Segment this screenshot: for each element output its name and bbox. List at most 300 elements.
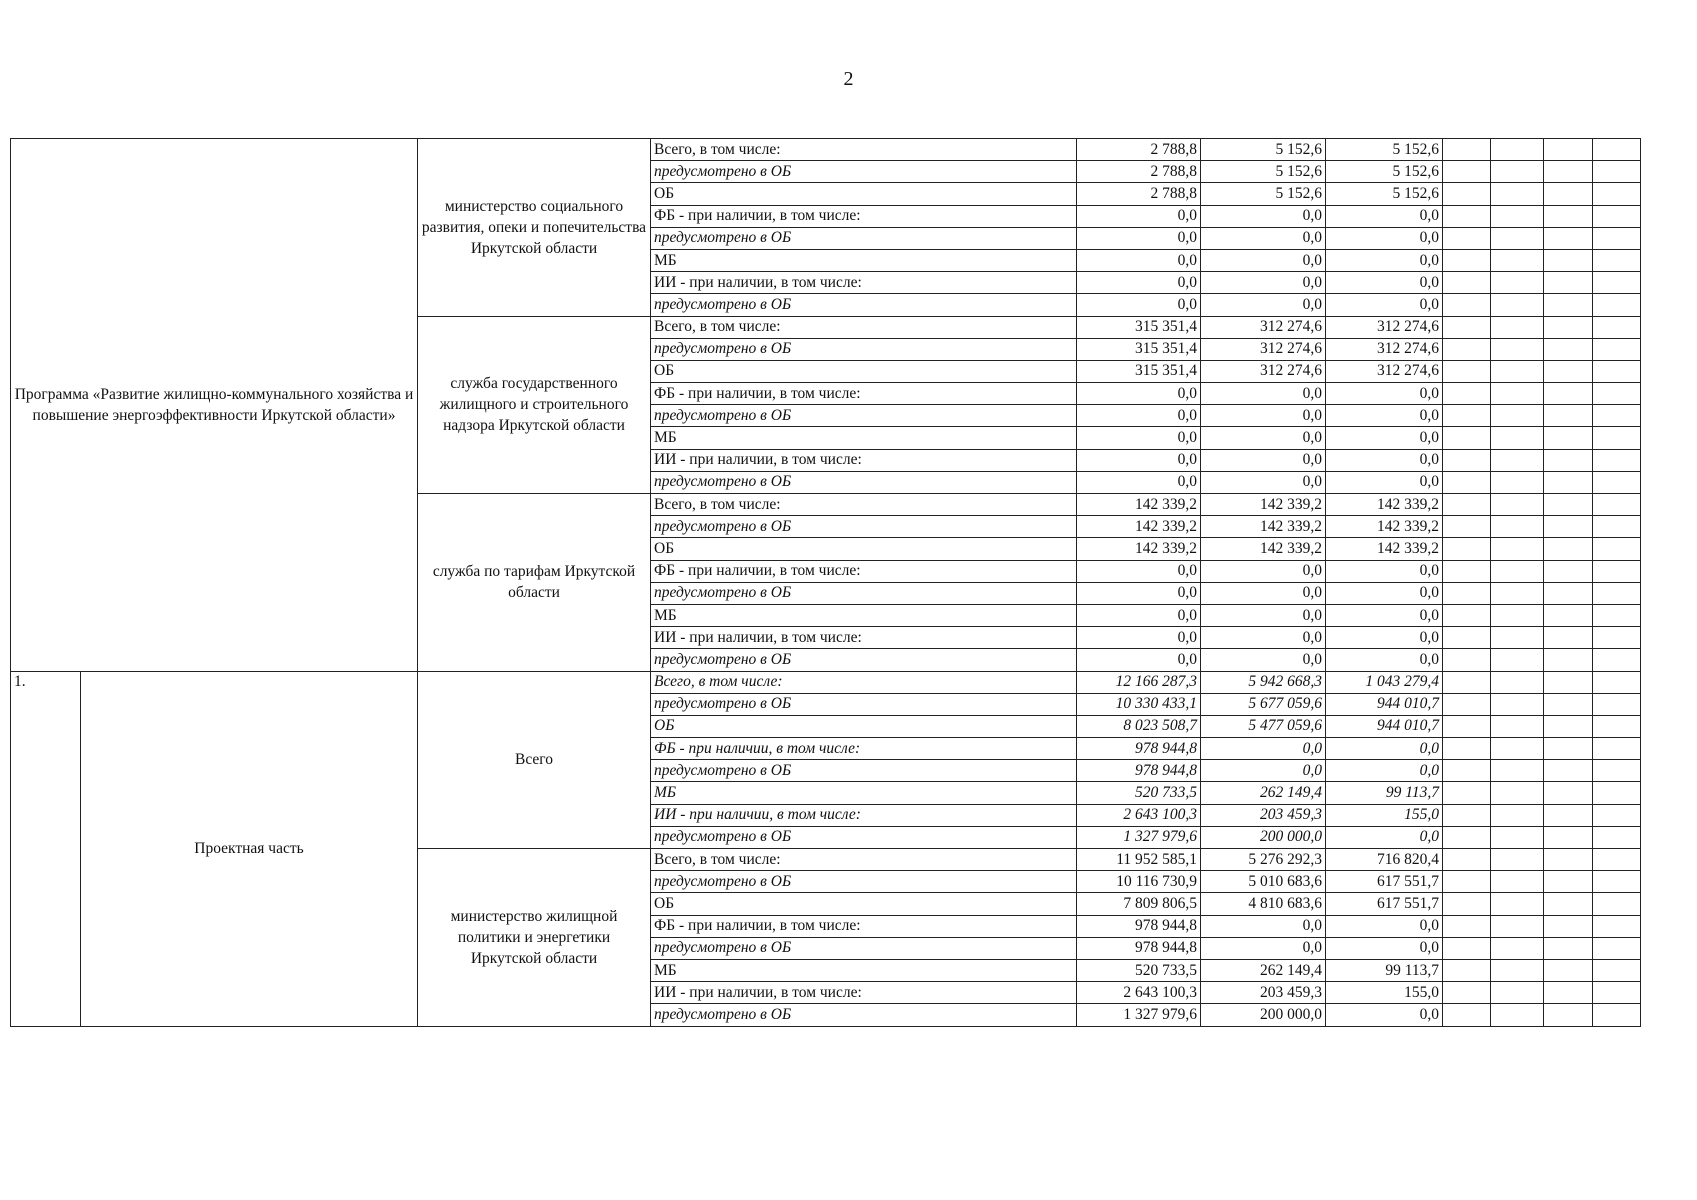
empty-cell xyxy=(1443,383,1491,405)
empty-cell xyxy=(1593,937,1641,959)
value-cell-2: 0,0 xyxy=(1201,471,1326,493)
empty-cell xyxy=(1544,471,1593,493)
empty-cell xyxy=(1491,538,1544,560)
empty-cell xyxy=(1491,227,1544,249)
value-cell-1: 0,0 xyxy=(1077,449,1201,471)
row-label: предусмотрено в ОБ xyxy=(651,826,1077,848)
empty-cell xyxy=(1593,449,1641,471)
empty-cell xyxy=(1491,893,1544,915)
value-cell-3: 0,0 xyxy=(1326,760,1443,782)
value-cell-1: 7 809 806,5 xyxy=(1077,893,1201,915)
value-cell-1: 978 944,8 xyxy=(1077,937,1201,959)
empty-cell xyxy=(1544,915,1593,937)
value-cell-3: 312 274,6 xyxy=(1326,338,1443,360)
empty-cell xyxy=(1593,826,1641,848)
empty-cell xyxy=(1593,982,1641,1004)
value-cell-2: 4 810 683,6 xyxy=(1201,893,1326,915)
empty-cell xyxy=(1544,560,1593,582)
value-cell-3: 617 551,7 xyxy=(1326,893,1443,915)
value-cell-3: 312 274,6 xyxy=(1326,316,1443,338)
department-name: служба по тарифам Иркутской области xyxy=(418,494,651,672)
value-cell-2: 312 274,6 xyxy=(1201,360,1326,382)
empty-cell xyxy=(1491,871,1544,893)
value-cell-3: 0,0 xyxy=(1326,627,1443,649)
empty-cell xyxy=(1544,516,1593,538)
row-label: Всего, в том числе: xyxy=(651,139,1077,161)
empty-cell xyxy=(1443,760,1491,782)
empty-cell xyxy=(1544,227,1593,249)
table-row xyxy=(11,671,1641,693)
value-cell-2: 200 000,0 xyxy=(1201,826,1326,848)
value-cell-1: 0,0 xyxy=(1077,627,1201,649)
empty-cell xyxy=(1593,538,1641,560)
empty-cell xyxy=(1491,294,1544,316)
empty-cell xyxy=(1491,738,1544,760)
value-cell-3: 99 113,7 xyxy=(1326,782,1443,804)
empty-cell xyxy=(1544,1004,1593,1026)
value-cell-3: 0,0 xyxy=(1326,449,1443,471)
empty-cell xyxy=(1443,360,1491,382)
value-cell-1: 0,0 xyxy=(1077,427,1201,449)
empty-cell xyxy=(1544,161,1593,183)
empty-cell xyxy=(1443,272,1491,294)
empty-cell xyxy=(1593,693,1641,715)
value-cell-1: 315 351,4 xyxy=(1077,316,1201,338)
value-cell-1: 8 023 508,7 xyxy=(1077,715,1201,737)
empty-cell xyxy=(1491,959,1544,981)
empty-cell xyxy=(1491,471,1544,493)
empty-cell xyxy=(1544,782,1593,804)
empty-cell xyxy=(1443,205,1491,227)
empty-cell xyxy=(1491,161,1544,183)
value-cell-3: 0,0 xyxy=(1326,915,1443,937)
value-cell-3: 0,0 xyxy=(1326,738,1443,760)
empty-cell xyxy=(1443,849,1491,871)
value-cell-3: 142 339,2 xyxy=(1326,516,1443,538)
row-label: МБ xyxy=(651,249,1077,271)
value-cell-1: 978 944,8 xyxy=(1077,915,1201,937)
row-label: ФБ - при наличии, в том числе: xyxy=(651,738,1077,760)
empty-cell xyxy=(1443,804,1491,826)
value-cell-2: 0,0 xyxy=(1201,405,1326,427)
value-cell-1: 315 351,4 xyxy=(1077,338,1201,360)
empty-cell xyxy=(1544,849,1593,871)
value-cell-2: 142 339,2 xyxy=(1201,494,1326,516)
value-cell-3: 0,0 xyxy=(1326,560,1443,582)
value-cell-1: 11 952 585,1 xyxy=(1077,849,1201,871)
row-label: предусмотрено в ОБ xyxy=(651,161,1077,183)
empty-cell xyxy=(1593,915,1641,937)
empty-cell xyxy=(1443,427,1491,449)
row-label: предусмотрено в ОБ xyxy=(651,582,1077,604)
empty-cell xyxy=(1544,405,1593,427)
value-cell-3: 1 043 279,4 xyxy=(1326,671,1443,693)
empty-cell xyxy=(1491,715,1544,737)
department-name: министерство социального развития, опеки и попечительства Иркутской области xyxy=(418,139,651,317)
row-label: предусмотрено в ОБ xyxy=(651,471,1077,493)
empty-cell xyxy=(1544,604,1593,626)
value-cell-3: 0,0 xyxy=(1326,649,1443,671)
empty-cell xyxy=(1593,582,1641,604)
value-cell-2: 203 459,3 xyxy=(1201,982,1326,1004)
empty-cell xyxy=(1544,494,1593,516)
empty-cell xyxy=(1443,649,1491,671)
value-cell-2: 0,0 xyxy=(1201,560,1326,582)
empty-cell xyxy=(1593,1004,1641,1026)
empty-cell xyxy=(1593,405,1641,427)
empty-cell xyxy=(1491,627,1544,649)
value-cell-3: 617 551,7 xyxy=(1326,871,1443,893)
empty-cell xyxy=(1443,982,1491,1004)
row-label: предусмотрено в ОБ xyxy=(651,760,1077,782)
empty-cell xyxy=(1491,760,1544,782)
department-name: служба государственного жилищного и строительного надзора Иркутской области xyxy=(418,316,651,494)
empty-cell xyxy=(1544,316,1593,338)
empty-cell xyxy=(1491,693,1544,715)
value-cell-2: 142 339,2 xyxy=(1201,538,1326,560)
value-cell-1: 142 339,2 xyxy=(1077,494,1201,516)
empty-cell xyxy=(1443,782,1491,804)
value-cell-2: 0,0 xyxy=(1201,272,1326,294)
empty-cell xyxy=(1593,782,1641,804)
value-cell-1: 0,0 xyxy=(1077,383,1201,405)
empty-cell xyxy=(1544,826,1593,848)
empty-cell xyxy=(1443,316,1491,338)
empty-cell xyxy=(1443,627,1491,649)
empty-cell xyxy=(1544,760,1593,782)
empty-cell xyxy=(1593,161,1641,183)
empty-cell xyxy=(1593,738,1641,760)
row-label: ИИ - при наличии, в том числе: xyxy=(651,449,1077,471)
value-cell-2: 0,0 xyxy=(1201,383,1326,405)
value-cell-3: 99 113,7 xyxy=(1326,959,1443,981)
empty-cell xyxy=(1593,627,1641,649)
empty-cell xyxy=(1491,982,1544,1004)
empty-cell xyxy=(1491,804,1544,826)
empty-cell xyxy=(1443,161,1491,183)
row-label: МБ xyxy=(651,959,1077,981)
empty-cell xyxy=(1544,649,1593,671)
value-cell-3: 0,0 xyxy=(1326,427,1443,449)
value-cell-3: 0,0 xyxy=(1326,227,1443,249)
group-name: министерство жилищной политики и энергетики Иркутской области xyxy=(418,849,651,1027)
empty-cell xyxy=(1443,715,1491,737)
empty-cell xyxy=(1491,494,1544,516)
row-label: предусмотрено в ОБ xyxy=(651,871,1077,893)
empty-cell xyxy=(1593,760,1641,782)
value-cell-1: 142 339,2 xyxy=(1077,516,1201,538)
empty-cell xyxy=(1544,338,1593,360)
empty-cell xyxy=(1593,959,1641,981)
value-cell-2: 200 000,0 xyxy=(1201,1004,1326,1026)
row-label: ФБ - при наличии, в том числе: xyxy=(651,205,1077,227)
row-label: предусмотрено в ОБ xyxy=(651,227,1077,249)
value-cell-1: 0,0 xyxy=(1077,649,1201,671)
value-cell-3: 5 152,6 xyxy=(1326,139,1443,161)
empty-cell xyxy=(1544,959,1593,981)
empty-cell xyxy=(1544,893,1593,915)
table-row xyxy=(11,139,1641,161)
empty-cell xyxy=(1593,849,1641,871)
row-label: предусмотрено в ОБ xyxy=(651,405,1077,427)
empty-cell xyxy=(1593,715,1641,737)
empty-cell xyxy=(1593,227,1641,249)
value-cell-1: 1 327 979,6 xyxy=(1077,826,1201,848)
row-label: ОБ xyxy=(651,538,1077,560)
empty-cell xyxy=(1443,1004,1491,1026)
row-label: Всего, в том числе: xyxy=(651,849,1077,871)
empty-cell xyxy=(1544,693,1593,715)
page-number: 2 xyxy=(843,68,854,90)
value-cell-1: 1 327 979,6 xyxy=(1077,1004,1201,1026)
empty-cell xyxy=(1593,360,1641,382)
value-cell-3: 0,0 xyxy=(1326,249,1443,271)
value-cell-2: 0,0 xyxy=(1201,760,1326,782)
empty-cell xyxy=(1491,560,1544,582)
row-label: Всего, в том числе: xyxy=(651,671,1077,693)
empty-cell xyxy=(1544,671,1593,693)
empty-cell xyxy=(1443,471,1491,493)
value-cell-1: 2 643 100,3 xyxy=(1077,804,1201,826)
value-cell-2: 5 010 683,6 xyxy=(1201,871,1326,893)
value-cell-2: 142 339,2 xyxy=(1201,516,1326,538)
value-cell-3: 0,0 xyxy=(1326,604,1443,626)
value-cell-1: 0,0 xyxy=(1077,604,1201,626)
empty-cell xyxy=(1544,582,1593,604)
empty-cell xyxy=(1443,494,1491,516)
empty-cell xyxy=(1491,671,1544,693)
empty-cell xyxy=(1491,604,1544,626)
row-label: предусмотрено в ОБ xyxy=(651,649,1077,671)
row-label: ИИ - при наличии, в том числе: xyxy=(651,272,1077,294)
row-label: ФБ - при наличии, в том числе: xyxy=(651,915,1077,937)
value-cell-2: 5 276 292,3 xyxy=(1201,849,1326,871)
empty-cell xyxy=(1593,272,1641,294)
empty-cell xyxy=(1443,693,1491,715)
value-cell-2: 0,0 xyxy=(1201,582,1326,604)
value-cell-1: 0,0 xyxy=(1077,272,1201,294)
value-cell-2: 0,0 xyxy=(1201,915,1326,937)
empty-cell xyxy=(1491,427,1544,449)
value-cell-3: 0,0 xyxy=(1326,383,1443,405)
empty-cell xyxy=(1443,959,1491,981)
value-cell-3: 0,0 xyxy=(1326,582,1443,604)
value-cell-1: 0,0 xyxy=(1077,227,1201,249)
empty-cell xyxy=(1491,582,1544,604)
value-cell-2: 5 152,6 xyxy=(1201,183,1326,205)
value-cell-3: 716 820,4 xyxy=(1326,849,1443,871)
project-part-title: Проектная часть xyxy=(81,671,418,1026)
value-cell-1: 0,0 xyxy=(1077,205,1201,227)
value-cell-2: 5 677 059,6 xyxy=(1201,693,1326,715)
value-cell-2: 0,0 xyxy=(1201,227,1326,249)
empty-cell xyxy=(1544,360,1593,382)
empty-cell xyxy=(1544,937,1593,959)
value-cell-2: 0,0 xyxy=(1201,627,1326,649)
value-cell-2: 0,0 xyxy=(1201,604,1326,626)
row-label: ОБ xyxy=(651,183,1077,205)
value-cell-1: 520 733,5 xyxy=(1077,959,1201,981)
row-label: МБ xyxy=(651,782,1077,804)
value-cell-2: 0,0 xyxy=(1201,294,1326,316)
empty-cell xyxy=(1443,871,1491,893)
empty-cell xyxy=(1443,582,1491,604)
value-cell-1: 142 339,2 xyxy=(1077,538,1201,560)
empty-cell xyxy=(1593,427,1641,449)
value-cell-1: 520 733,5 xyxy=(1077,782,1201,804)
value-cell-2: 5 152,6 xyxy=(1201,161,1326,183)
value-cell-2: 312 274,6 xyxy=(1201,316,1326,338)
value-cell-1: 10 330 433,1 xyxy=(1077,693,1201,715)
empty-cell xyxy=(1491,937,1544,959)
value-cell-1: 2 788,8 xyxy=(1077,139,1201,161)
value-cell-3: 0,0 xyxy=(1326,294,1443,316)
empty-cell xyxy=(1443,249,1491,271)
empty-cell xyxy=(1491,405,1544,427)
empty-cell xyxy=(1593,804,1641,826)
value-cell-1: 0,0 xyxy=(1077,249,1201,271)
value-cell-1: 2 788,8 xyxy=(1077,183,1201,205)
empty-cell xyxy=(1544,538,1593,560)
empty-cell xyxy=(1593,649,1641,671)
empty-cell xyxy=(1593,338,1641,360)
value-cell-3: 0,0 xyxy=(1326,826,1443,848)
empty-cell xyxy=(1491,272,1544,294)
empty-cell xyxy=(1491,183,1544,205)
empty-cell xyxy=(1443,183,1491,205)
value-cell-2: 0,0 xyxy=(1201,937,1326,959)
value-cell-2: 0,0 xyxy=(1201,449,1326,471)
section-index: 1. xyxy=(11,671,81,1026)
empty-cell xyxy=(1544,627,1593,649)
row-label: МБ xyxy=(651,427,1077,449)
value-cell-2: 5 477 059,6 xyxy=(1201,715,1326,737)
value-cell-2: 262 149,4 xyxy=(1201,959,1326,981)
row-label: предусмотрено в ОБ xyxy=(651,338,1077,360)
empty-cell xyxy=(1443,538,1491,560)
empty-cell xyxy=(1544,139,1593,161)
empty-cell xyxy=(1443,738,1491,760)
empty-cell xyxy=(1443,338,1491,360)
group-name: Всего xyxy=(418,671,651,849)
empty-cell xyxy=(1593,560,1641,582)
value-cell-1: 0,0 xyxy=(1077,560,1201,582)
empty-cell xyxy=(1443,516,1491,538)
row-label: предусмотрено в ОБ xyxy=(651,294,1077,316)
empty-cell xyxy=(1491,338,1544,360)
budget-table xyxy=(10,138,1641,1027)
empty-cell xyxy=(1593,516,1641,538)
empty-cell xyxy=(1443,405,1491,427)
empty-cell xyxy=(1544,427,1593,449)
value-cell-3: 0,0 xyxy=(1326,272,1443,294)
value-cell-3: 0,0 xyxy=(1326,405,1443,427)
value-cell-2: 0,0 xyxy=(1201,205,1326,227)
value-cell-3: 0,0 xyxy=(1326,937,1443,959)
empty-cell xyxy=(1491,849,1544,871)
value-cell-1: 2 788,8 xyxy=(1077,161,1201,183)
value-cell-2: 262 149,4 xyxy=(1201,782,1326,804)
row-label: Всего, в том числе: xyxy=(651,316,1077,338)
row-label: МБ xyxy=(651,604,1077,626)
empty-cell xyxy=(1491,249,1544,271)
empty-cell xyxy=(1491,782,1544,804)
row-label: ОБ xyxy=(651,893,1077,915)
value-cell-2: 312 274,6 xyxy=(1201,338,1326,360)
value-cell-3: 944 010,7 xyxy=(1326,715,1443,737)
empty-cell xyxy=(1443,227,1491,249)
row-label: ФБ - при наличии, в том числе: xyxy=(651,383,1077,405)
value-cell-3: 155,0 xyxy=(1326,804,1443,826)
value-cell-2: 0,0 xyxy=(1201,649,1326,671)
empty-cell xyxy=(1593,383,1641,405)
empty-cell xyxy=(1443,671,1491,693)
empty-cell xyxy=(1443,893,1491,915)
value-cell-3: 5 152,6 xyxy=(1326,183,1443,205)
empty-cell xyxy=(1593,205,1641,227)
empty-cell xyxy=(1593,871,1641,893)
empty-cell xyxy=(1544,871,1593,893)
empty-cell xyxy=(1544,982,1593,1004)
value-cell-3: 944 010,7 xyxy=(1326,693,1443,715)
empty-cell xyxy=(1443,937,1491,959)
row-label: ОБ xyxy=(651,360,1077,382)
value-cell-2: 5 152,6 xyxy=(1201,139,1326,161)
row-label: ФБ - при наличии, в том числе: xyxy=(651,560,1077,582)
empty-cell xyxy=(1544,183,1593,205)
value-cell-1: 0,0 xyxy=(1077,294,1201,316)
value-cell-3: 155,0 xyxy=(1326,982,1443,1004)
value-cell-1: 978 944,8 xyxy=(1077,738,1201,760)
empty-cell xyxy=(1491,316,1544,338)
value-cell-3: 312 274,6 xyxy=(1326,360,1443,382)
empty-cell xyxy=(1491,449,1544,471)
empty-cell xyxy=(1593,471,1641,493)
program-title: Программа «Развитие жилищно-коммунального хозяйства и повышение энергоэффективности Иркутской области» xyxy=(11,139,418,672)
empty-cell xyxy=(1593,316,1641,338)
empty-cell xyxy=(1544,294,1593,316)
empty-cell xyxy=(1544,383,1593,405)
empty-cell xyxy=(1544,715,1593,737)
row-label: предусмотрено в ОБ xyxy=(651,937,1077,959)
value-cell-3: 0,0 xyxy=(1326,471,1443,493)
empty-cell xyxy=(1593,249,1641,271)
empty-cell xyxy=(1443,560,1491,582)
empty-cell xyxy=(1593,139,1641,161)
value-cell-3: 5 152,6 xyxy=(1326,161,1443,183)
row-label: ОБ xyxy=(651,715,1077,737)
empty-cell xyxy=(1491,139,1544,161)
empty-cell xyxy=(1544,804,1593,826)
empty-cell xyxy=(1491,649,1544,671)
empty-cell xyxy=(1443,139,1491,161)
empty-cell xyxy=(1491,383,1544,405)
table-body xyxy=(11,139,1641,1027)
row-label: ИИ - при наличии, в том числе: xyxy=(651,627,1077,649)
row-label: предусмотрено в ОБ xyxy=(651,516,1077,538)
row-label: предусмотрено в ОБ xyxy=(651,1004,1077,1026)
empty-cell xyxy=(1593,183,1641,205)
value-cell-1: 10 116 730,9 xyxy=(1077,871,1201,893)
value-cell-1: 0,0 xyxy=(1077,471,1201,493)
value-cell-3: 0,0 xyxy=(1326,205,1443,227)
row-label: Всего, в том числе: xyxy=(651,494,1077,516)
empty-cell xyxy=(1491,205,1544,227)
value-cell-1: 12 166 287,3 xyxy=(1077,671,1201,693)
empty-cell xyxy=(1544,449,1593,471)
empty-cell xyxy=(1443,915,1491,937)
empty-cell xyxy=(1443,449,1491,471)
